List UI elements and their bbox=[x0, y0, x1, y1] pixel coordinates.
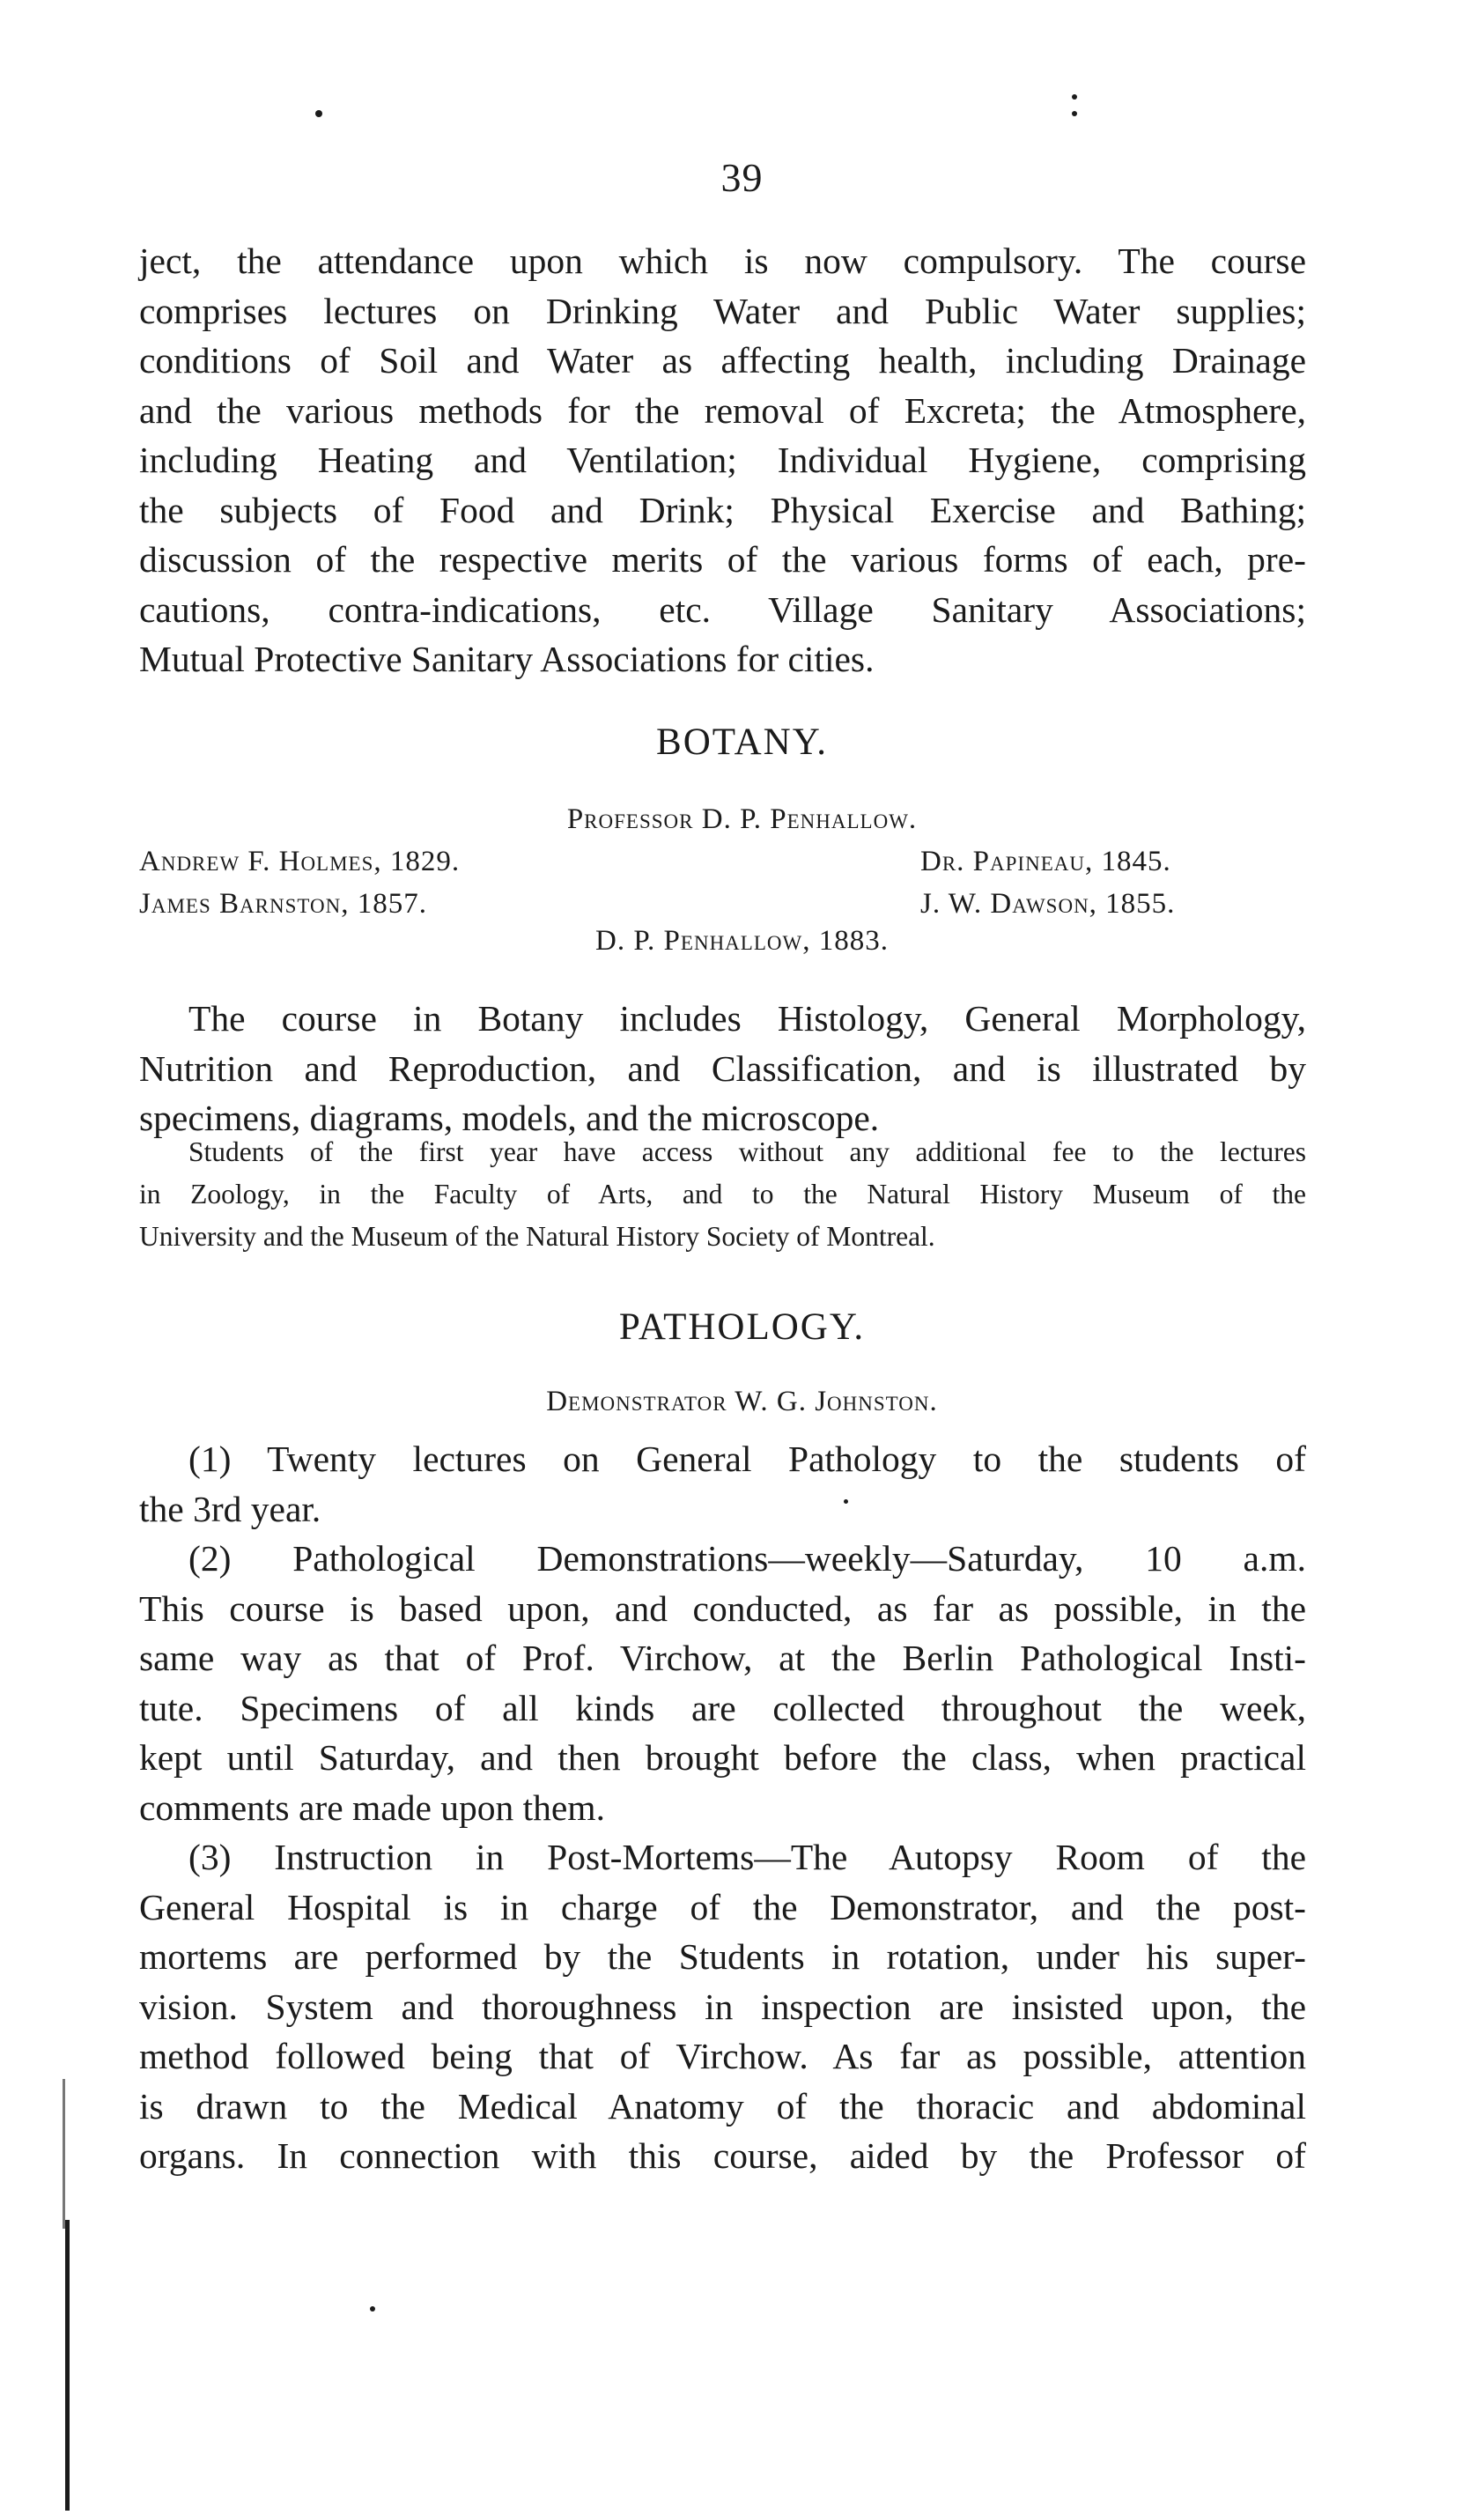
section-heading-botany: BOTANY. bbox=[656, 721, 828, 763]
text-line: kept until Saturday, and then brought before the class, when practical bbox=[139, 1737, 1306, 1778]
former-professor-barnston: James Barnston, 1857. bbox=[139, 888, 427, 920]
text-line: ject, the attendance upon which is now compulsory. The course bbox=[139, 240, 1306, 281]
text-line: Nutrition and Reproduction, and Classification, and is illustrated by bbox=[139, 1047, 1306, 1089]
text-line: method followed being that of Virchow. As far as possible, attention bbox=[139, 2036, 1306, 2076]
scan-margin-line bbox=[65, 2220, 70, 2511]
text-line: (2) Pathological Demonstrations—weekly—Saturday, 10 a.m. bbox=[188, 1538, 1306, 1579]
pathology-item-2 bbox=[139, 1534, 1306, 1832]
text-line: (3) Instruction in Post-Mortems—The Autopsy Room of the bbox=[188, 1837, 1306, 1877]
botany-paragraph bbox=[139, 994, 1306, 1143]
text-line: Mutual Protective Sanitary Associations for cities. bbox=[139, 639, 875, 679]
note-line: University and the Museum of the Natural History Society of Montreal. bbox=[139, 1221, 935, 1252]
text-line: comments are made upon them. bbox=[139, 1786, 605, 1828]
former-professor-papineau: Dr. Papineau, 1845. bbox=[920, 846, 1171, 877]
text-line: This course is based upon, and conducted, as far as possible, in the bbox=[139, 1587, 1306, 1629]
text-line: organs. In connection with this course, aided by the Professor of bbox=[139, 2135, 1306, 2176]
scan-speck bbox=[315, 110, 322, 117]
text-line: the 3rd year. bbox=[139, 1488, 321, 1529]
scan-speck bbox=[1072, 111, 1077, 116]
former-professor-dawson: J. W. Dawson, 1855. bbox=[920, 888, 1176, 920]
text-line: discussion of the respective merits of the various forms of each, pre- bbox=[139, 539, 1306, 580]
pathology-demonstrator: Demonstrator W. G. Johnston. bbox=[546, 1386, 938, 1417]
text-line: cautions, contra-indications, etc. Village Sanitary Associations; bbox=[139, 588, 1306, 630]
text-line: and the various methods for the removal of Excreta; the Atmosphere, bbox=[139, 389, 1306, 431]
text-line: including Heating and Ventilation; Individual Hygiene, comprising bbox=[139, 440, 1306, 480]
note-line: Students of the first year have access without any additional fee to the lectures bbox=[188, 1136, 1306, 1167]
text-line: specimens, diagrams, models, and the microscope. bbox=[139, 1098, 880, 1138]
note-line: in Zoology, in the Faculty of Arts, and to the Natural History Museum of the bbox=[139, 1179, 1306, 1209]
text-line: tute. Specimens of all kinds are collected throughout the week, bbox=[139, 1687, 1306, 1728]
text-line: vision. System and thoroughness in inspection are insisted upon, the bbox=[139, 1986, 1306, 2027]
pathology-item-3 bbox=[139, 1832, 1306, 2181]
text-line: the subjects of Food and Drink; Physical Exercise and Bathing; bbox=[139, 489, 1306, 530]
scan-speck bbox=[1072, 94, 1077, 100]
text-line: comprises lectures on Drinking Water and Public Water supplies; bbox=[139, 290, 1306, 331]
former-professor-penhallow: D. P. Penhallow, 1883. bbox=[595, 925, 889, 957]
scan-speck bbox=[370, 2306, 375, 2312]
scan-margin-line bbox=[63, 2079, 65, 2229]
text-line: is drawn to the Medical Anatomy of the thoracic and abdominal bbox=[139, 2085, 1306, 2127]
botany-professor: Professor D. P. Penhallow. bbox=[566, 803, 918, 835]
text-line: The course in Botany includes Histology, General Morphology, bbox=[188, 998, 1306, 1039]
text-line: General Hospital is in charge of the Demonstrator, and the post- bbox=[139, 1886, 1306, 1927]
section-heading-pathology: PATHOLOGY. bbox=[618, 1306, 866, 1348]
text-line: mortems are performed by the Students in rotation, under his super- bbox=[139, 1936, 1306, 1977]
pathology-item-1 bbox=[139, 1434, 1306, 1534]
text-line: (1) Twenty lectures on General Pathology to the students of bbox=[188, 1439, 1306, 1479]
page-number: 39 bbox=[720, 155, 764, 200]
text-line: conditions of Soil and Water as affecting health, including Drainage bbox=[139, 340, 1306, 381]
intro-paragraph bbox=[139, 236, 1306, 684]
text-line: same way as that of Prof. Virchow, at the Berlin Pathological Insti- bbox=[139, 1638, 1306, 1678]
botany-note bbox=[139, 1131, 1306, 1258]
former-professor-holmes: Andrew F. Holmes, 1829. bbox=[139, 846, 461, 877]
